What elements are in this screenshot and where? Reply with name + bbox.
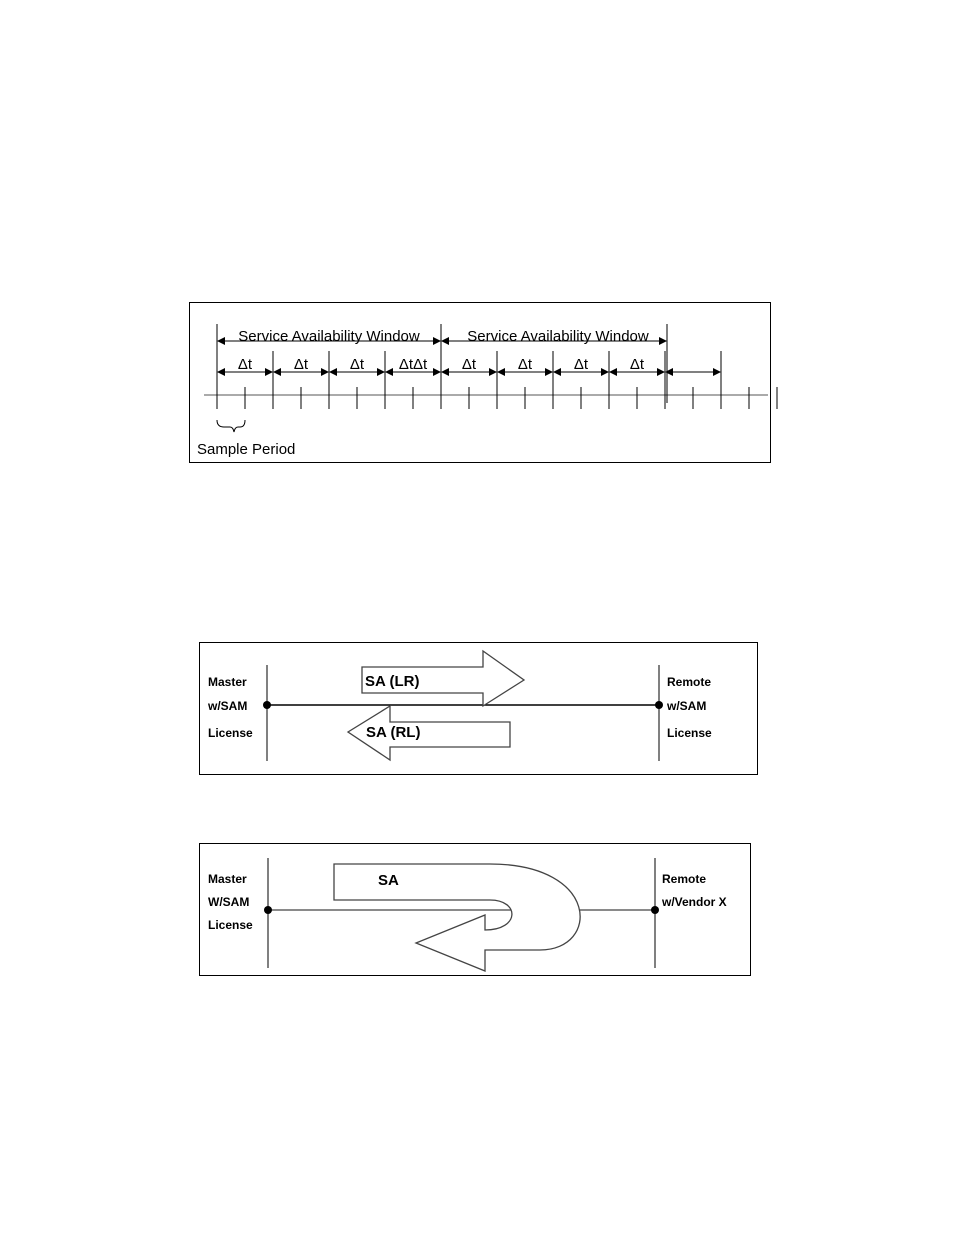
window2-label: Service Availability Window (467, 328, 649, 345)
sa-loopback-arrow (334, 864, 580, 971)
delta-label: Δt (349, 356, 365, 373)
loopback-sa-diagram (199, 843, 751, 976)
window1-label: Service Availability Window (238, 328, 420, 345)
master-node (264, 906, 272, 914)
delta-label: ΔtΔt (398, 356, 428, 373)
remote-node (655, 701, 663, 709)
remote-label-line2: w/Vendor X (662, 895, 727, 909)
delta-label: Δt (629, 356, 645, 373)
master-label-line3: License (208, 918, 253, 932)
master-label-line1: Master (208, 872, 247, 886)
delta-label: Δt (517, 356, 533, 373)
delta-label: Δt (293, 356, 309, 373)
sa-lr-label: SA (LR) (365, 673, 420, 690)
sample-period-brace (217, 420, 245, 432)
remote-label-line1: Remote (662, 872, 707, 886)
timeline-ticks (217, 387, 777, 409)
loopback-svg (200, 844, 750, 975)
remote-node (651, 906, 659, 914)
master-label-line2: w/SAM (208, 699, 248, 713)
master-label-line2: W/SAM (208, 895, 250, 909)
delta-label: Δt (573, 356, 589, 373)
master-label-line3: License (208, 726, 253, 740)
delta-label: Δt (237, 356, 253, 373)
bidirectional-sa-diagram (199, 642, 758, 775)
sa-loopback-label: SA (378, 872, 399, 889)
remote-label-line2: w/SAM (667, 699, 707, 713)
bidirectional-svg (200, 643, 757, 774)
delta-intervals (217, 351, 721, 387)
remote-label-line3: License (667, 726, 712, 740)
service-availability-timeline (189, 302, 771, 463)
master-node (263, 701, 271, 709)
timeline-svg (190, 303, 770, 462)
master-label-line1: Master (208, 675, 247, 689)
delta-label: Δt (461, 356, 477, 373)
sa-rl-label: SA (RL) (366, 724, 421, 741)
remote-label-line1: Remote (667, 675, 712, 689)
sample-period-label: Sample Period (197, 441, 296, 458)
